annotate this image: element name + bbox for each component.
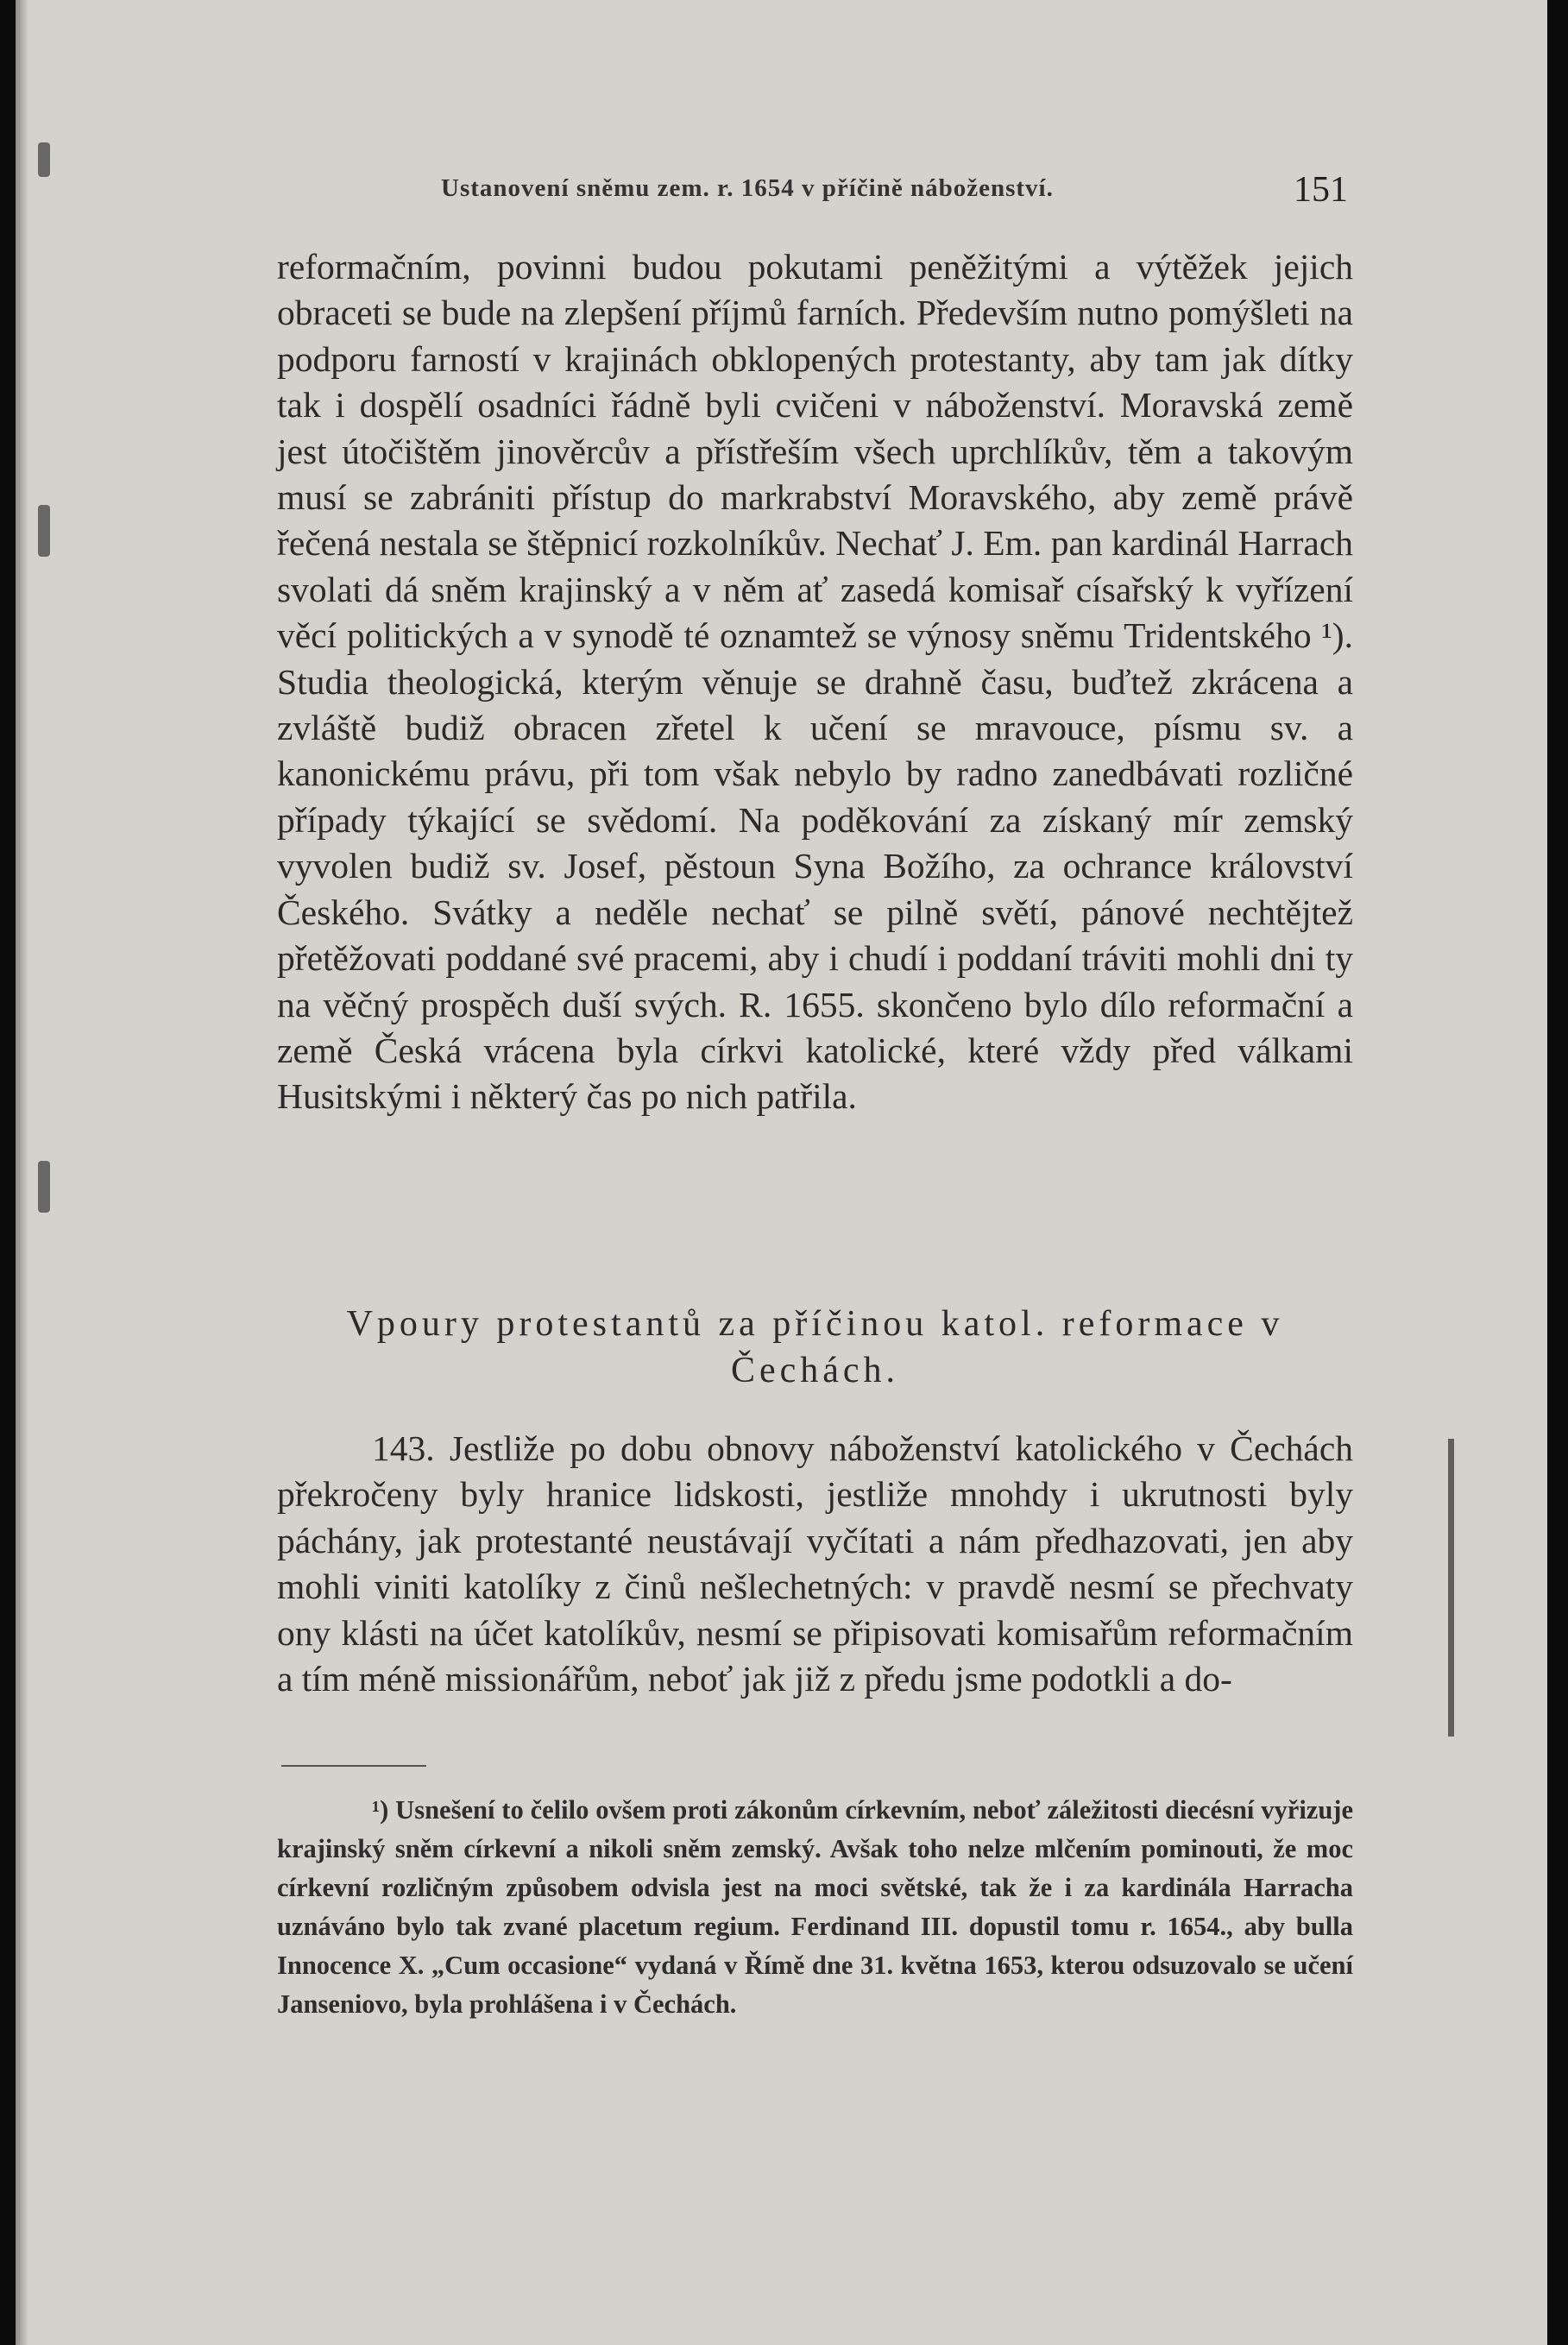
body-paragraph: reformačním, povinni budou pokutami peněžitými a výtěžek jejich obraceti se bude na zlepšení příjmů farních. Především nutno pomýšleti na podporu farností v krajinách obklopených protestanty, aby tam jak dítky tak i dospělí osadníci řádně byli cvičeni v náboženství. Moravská země jest útočištěm jinověrcův a přístřeším všech uprchlíkův, těm a takovým musí se zabrániti přístup do markrabství Moravského, aby země právě řečená nestala se štěpnicí rozkolníkův. Nechať J. Em. pan kardinál Harrach svolati dá sněm krajinský a v něm ať zasedá komisař císařský k vyřízení věcí politických a v synodě té oznamtež se výnosy sněmu Tridentského ¹). Studia theologická, kterým věnuje se drahně času, buďtež zkrácena a zvláště budiž obracen zřetel k učení se mravouce, písmu sv. a kanonickému právu, při tom však nebylo by radno zanedbávati rozličné případy týkající se svědomí. Na poděkování za získaný mír zemský vyvolen budiž sv. Josef, pěstoun Syna Božího, za ochrance království Českého. Svátky a neděle nechať se pilně světí, pánové nechtějtež přetěžovati poddané své pracemi, aby i chudí i poddaní tráviti mohli dni ty na věčný prospěch duší svých. R. 1655. skončeno bylo dílo reformační a země Česká vrácena byla církvi katolické, které vždy před válkami Husitskými i některý čas po nich patřila. — [277, 247, 1353, 1117]
binding-mark — [38, 1161, 50, 1213]
body-paragraph: 143. Jestliže po dobu obnovy náboženství katolického v Čechách překročeny byly hranice lidskosti, jestliže mnohdy i ukrutnosti byly páchány, jak protestanté neustávají vyčítati a nám předhazovati, jen aby mohli viniti katolíky z činů nešlechetných: v pravdě nesmí se přechvaty ony klásti na účet katolíkův, nesmí se připisovati komisařům reformačním a tím méně missionářům, neboť jak již z předu jsme podotkli a do- — [277, 1428, 1353, 1699]
section-heading: Vpoury protestantů za příčinou katol. reformace v Čechách. — [346, 1304, 1284, 1390]
binding-mark — [38, 142, 50, 177]
margin-mark — [1448, 1439, 1454, 1737]
footnote-rule — [281, 1765, 426, 1767]
running-head: Ustanovení sněmu zem. r. 1654 v příčině náboženství. — [441, 174, 1054, 202]
binding-mark — [38, 505, 50, 557]
footnote: ¹) Usnešení to čelilo ovšem proti zákonům církevním, neboť záležitosti diecésní vyřizuje krajinský sněm církevní a nikoli sněm zemský. Avšak toho nelze mlčením pominouti, že moc církevní rozličným způsobem odvisla jest na moci světské, tak že i za kardinála Harracha uznáváno bylo tak zvané placetum regium. Ferdinand III. dopustil tomu r. 1654., aby bulla Innocence X. „Cum occasione“ vydaná v Římě dne 31. května 1653, kterou odsuzovalo se učení Janseniovo, byla prohlášena i v Čechách. — [277, 1795, 1353, 2019]
page-number: 151 — [1294, 170, 1348, 210]
book-page — [16, 0, 1547, 2345]
page-header — [277, 170, 1353, 216]
